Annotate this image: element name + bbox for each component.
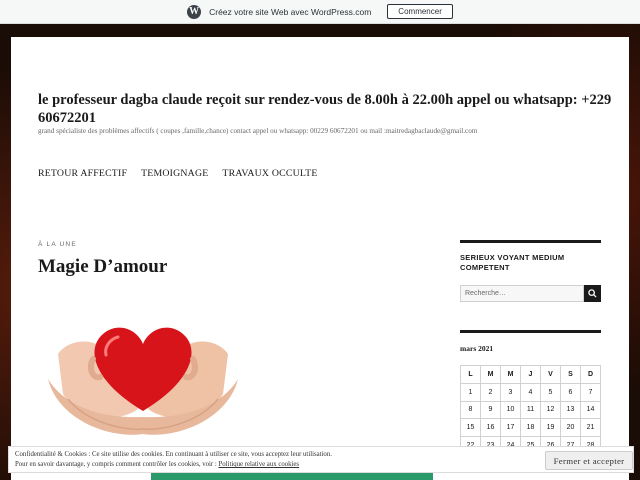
search-icon	[588, 289, 597, 298]
calendar-day: 15	[461, 419, 481, 437]
calendar-weekday: V	[541, 366, 561, 384]
calendar-day: 6	[561, 383, 581, 401]
wordpress-promo-text[interactable]: Créez votre site Web avec WordPress.com	[209, 6, 372, 17]
widget-divider	[460, 330, 601, 333]
calendar-day: 10	[501, 401, 521, 419]
cookie-notice-more	[15, 461, 299, 468]
calendar-day: 21	[581, 419, 601, 437]
calendar-day: 16	[481, 419, 501, 437]
calendar-table	[460, 365, 601, 455]
accept-cookies-button[interactable]: Fermer et accepter	[545, 451, 633, 470]
calendar-day: 5	[541, 383, 561, 401]
calendar-day: 4	[521, 383, 541, 401]
wordpress-promo-bar	[0, 0, 640, 24]
calendar-day: 17	[501, 419, 521, 437]
site-description: grand spécialiste des problèmes affectifs ( coupes ,famille,chance) contact appel ou whatsapp: 00229 60672201 ou mail :maitredagbaclaude@gmail.com	[38, 127, 478, 135]
calendar-caption: mars 2021	[460, 344, 494, 353]
calendar-day: 18	[521, 419, 541, 437]
calendar-day: 14	[581, 401, 601, 419]
menu-item-retour-affectif[interactable]: RETOUR AFFECTIF	[38, 168, 128, 179]
post-kicker: À LA UNE	[38, 241, 77, 248]
calendar-weekday: M	[481, 366, 501, 384]
page-content	[11, 37, 629, 480]
widget-title-voyant: SERIEUX VOYANT MEDIUM COMPETENT	[460, 253, 565, 272]
commencer-button[interactable]: Commencer	[387, 4, 453, 19]
calendar-day: 1	[461, 383, 481, 401]
calendar-weekday: J	[521, 366, 541, 384]
cookie-banner	[8, 446, 634, 473]
calendar-day: 2	[481, 383, 501, 401]
calendar-weekday: M	[501, 366, 521, 384]
post-title[interactable]: Magie D’amour	[38, 256, 168, 277]
search-button[interactable]	[584, 285, 601, 302]
main-menu	[38, 168, 318, 179]
calendar-day: 3	[501, 383, 521, 401]
heart-in-hands-icon	[38, 299, 248, 441]
widget-divider	[460, 240, 601, 243]
calendar-day: 8	[461, 401, 481, 419]
site-title[interactable]: le professeur dagba claude reçoit sur rendez-vous de 8.00h à 22.00h appel ou whatsapp: +229 60672201	[38, 92, 612, 126]
calendar-day: 19	[541, 419, 561, 437]
search-input[interactable]: Recherche…	[460, 285, 584, 302]
cookie-more-prefix: Pour en savoir davantage, y compris comment contrôler les cookies, voir :	[15, 461, 219, 468]
calendar-day: 9	[481, 401, 501, 419]
calendar-weekday: D	[581, 366, 601, 384]
calendar-day: 11	[521, 401, 541, 419]
calendar-day: 12	[541, 401, 561, 419]
calendar-day: 7	[581, 383, 601, 401]
calendar-day: 13	[561, 401, 581, 419]
wordpress-logo-icon[interactable]: W	[189, 6, 200, 17]
cookie-notice-text: Confidentialité & Cookies : Ce site utilise des cookies. En continuant à utiliser ce site, vous acceptez leur utilisation.	[15, 451, 332, 458]
post-featured-image[interactable]	[38, 299, 248, 441]
menu-item-temoignage[interactable]: TEMOIGNAGE	[141, 168, 209, 179]
menu-item-travaux-occulte[interactable]: TRAVAUX OCCULTE	[222, 168, 318, 179]
cookie-policy-link[interactable]: Politique relative aux cookies	[218, 461, 300, 468]
calendar-weekday: L	[461, 366, 481, 384]
calendar-weekday: S	[561, 366, 581, 384]
calendar-day: 20	[561, 419, 581, 437]
